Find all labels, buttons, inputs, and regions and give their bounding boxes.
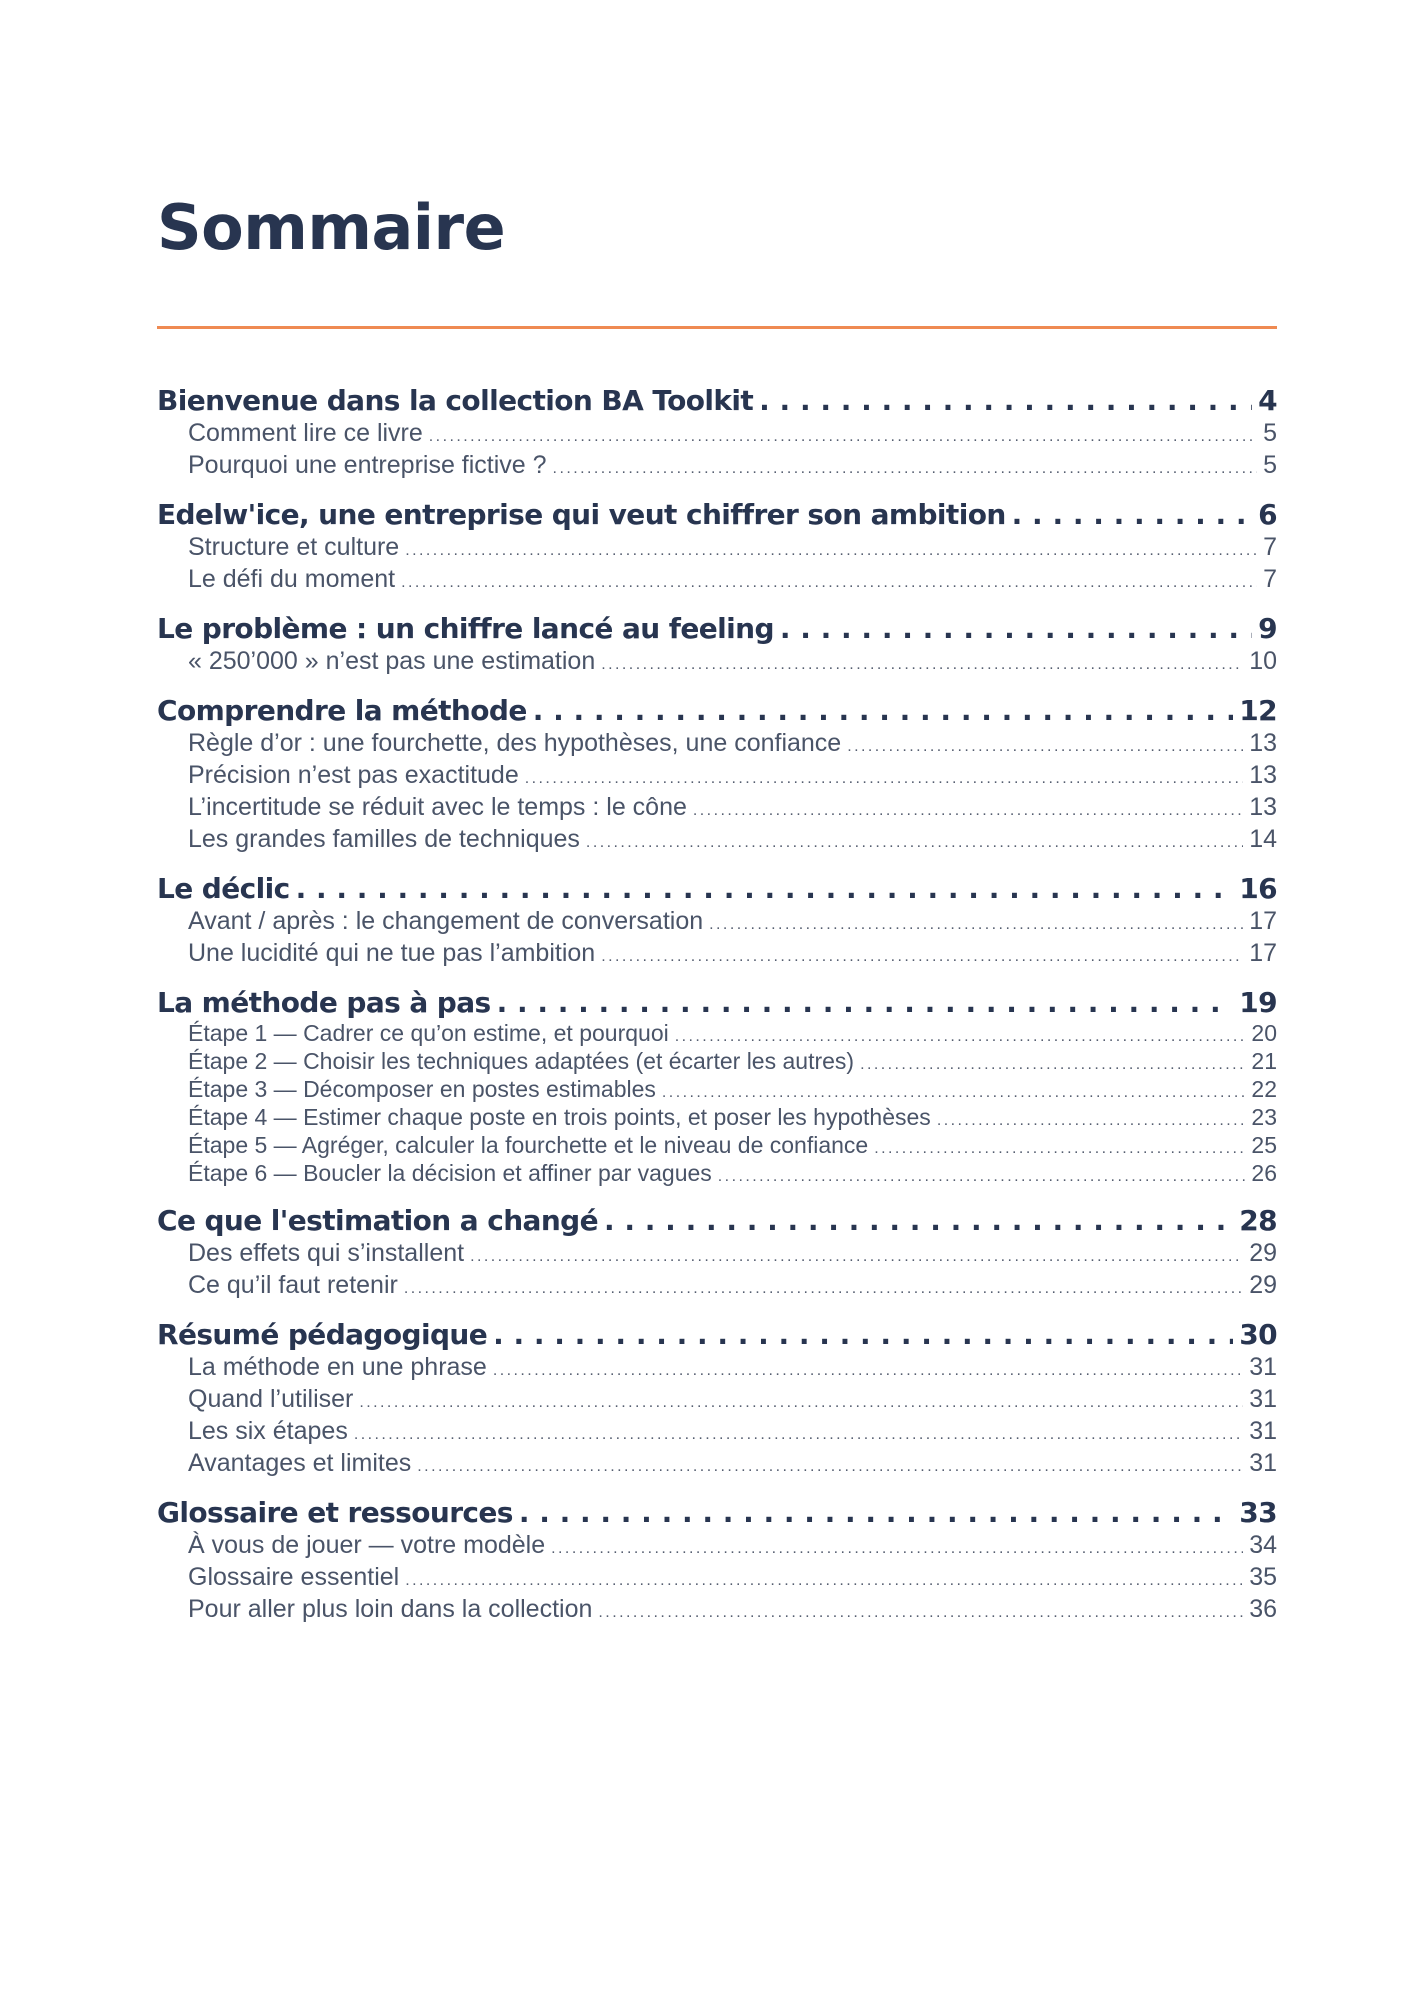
- dot-leader: [551, 1534, 1243, 1563]
- subsection-title: Structure et culture: [188, 533, 400, 561]
- subsection-title: Une lucidité qui ne tue pas l’ambition: [188, 939, 596, 967]
- dot-leader: [874, 1136, 1245, 1161]
- chapter-title: La méthode pas à pas: [157, 986, 491, 1019]
- dot-leader: [401, 568, 1257, 597]
- subsection-page-number: 23: [1251, 1104, 1277, 1130]
- dot-leader: [1012, 497, 1252, 533]
- subsection-page-number: 5: [1263, 451, 1277, 479]
- toc-section: [157, 383, 1277, 483]
- chapter-page-number: 16: [1239, 872, 1277, 905]
- subsection-page-number: 13: [1249, 729, 1277, 757]
- page-title: Sommaire: [157, 191, 506, 264]
- dot-leader: [417, 1452, 1243, 1481]
- dot-leader: [404, 1274, 1243, 1303]
- subsection-page-number: 17: [1249, 907, 1277, 935]
- subsection-title: À vous de jouer — votre modèle: [188, 1531, 546, 1559]
- chapter-title: Glossaire et ressources: [157, 1496, 513, 1529]
- dot-leader: [354, 1420, 1243, 1449]
- subsection-title: Le défi du moment: [188, 565, 396, 593]
- toc-subsection-entry[interactable]: [157, 533, 1277, 565]
- subsection-page-number: 10: [1249, 647, 1277, 675]
- toc-subsection-entry[interactable]: [157, 1133, 1277, 1161]
- dot-leader: [675, 1024, 1246, 1049]
- toc-chapter-entry[interactable]: [157, 1203, 1277, 1239]
- subsection-page-number: 35: [1249, 1563, 1277, 1591]
- subsection-page-number: 31: [1249, 1417, 1277, 1445]
- subsection-title: Quand l’utiliser: [188, 1385, 354, 1413]
- toc-subsection-entry[interactable]: [157, 1353, 1277, 1385]
- subsection-title: La méthode en une phrase: [188, 1353, 487, 1381]
- dot-leader: [604, 1203, 1233, 1239]
- subsection-title: Les grandes familles de techniques: [188, 825, 580, 853]
- chapter-title: Ce que l'estimation a changé: [157, 1204, 599, 1237]
- subsection-title: Pourquoi une entreprise fictive ?: [188, 451, 547, 479]
- toc-subsection-entry[interactable]: [157, 1105, 1277, 1133]
- subsection-title: Pour aller plus loin dans la collection: [188, 1595, 593, 1623]
- toc-subsection-entry[interactable]: [157, 647, 1277, 679]
- dot-leader: [860, 1052, 1245, 1077]
- subsection-page-number: 7: [1263, 533, 1277, 561]
- dot-leader: [296, 871, 1234, 907]
- subsection-title: Des effets qui s’installent: [188, 1239, 465, 1267]
- toc-subsection-entry[interactable]: [157, 419, 1277, 451]
- subsection-page-number: 7: [1263, 565, 1277, 593]
- subsection-title: Précision n’est pas exactitude: [188, 761, 519, 789]
- subsection-page-number: 31: [1249, 1449, 1277, 1477]
- toc-subsection-entry[interactable]: [157, 1021, 1277, 1049]
- toc-subsection-entry[interactable]: [157, 1077, 1277, 1105]
- chapter-title: Le déclic: [157, 872, 290, 905]
- chapter-page-number: 6: [1258, 498, 1277, 531]
- toc-section: [157, 693, 1277, 857]
- dot-leader: [533, 693, 1234, 729]
- toc-subsection-entry[interactable]: [157, 1417, 1277, 1449]
- dot-leader: [847, 732, 1243, 761]
- dot-leader: [497, 985, 1234, 1021]
- dot-leader: [586, 828, 1243, 857]
- toc-subsection-entry[interactable]: [157, 761, 1277, 793]
- subsection-page-number: 26: [1251, 1160, 1277, 1186]
- chapter-title: Bienvenue dans la collection BA Toolkit: [157, 384, 754, 417]
- dot-leader: [598, 1598, 1243, 1627]
- toc-subsection-entry[interactable]: [157, 1385, 1277, 1417]
- toc-chapter-entry[interactable]: [157, 871, 1277, 907]
- dot-leader: [601, 650, 1243, 679]
- chapter-title: Edelw'ice, une entreprise qui veut chiffrer son ambition: [157, 498, 1006, 531]
- dot-leader: [553, 454, 1258, 483]
- subsection-title: Étape 6 — Boucler la décision et affiner par vagues: [188, 1160, 712, 1186]
- subsection-title: Règle d’or : une fourchette, des hypothèses, une confiance: [188, 729, 842, 757]
- subsection-page-number: 31: [1249, 1353, 1277, 1381]
- dot-leader: [519, 1495, 1233, 1531]
- dot-leader: [525, 764, 1243, 793]
- toc-subsection-entry[interactable]: [157, 565, 1277, 597]
- toc-subsection-entry[interactable]: [157, 729, 1277, 761]
- dot-leader: [359, 1388, 1243, 1417]
- subsection-page-number: 20: [1251, 1020, 1277, 1046]
- subsection-title: Avant / après : le changement de conversation: [188, 907, 704, 935]
- toc-subsection-entry[interactable]: [157, 1239, 1277, 1271]
- subsection-page-number: 5: [1263, 419, 1277, 447]
- toc-subsection-entry[interactable]: [157, 1531, 1277, 1563]
- subsection-page-number: 29: [1249, 1239, 1277, 1267]
- subsection-page-number: 25: [1251, 1132, 1277, 1158]
- subsection-title: Comment lire ce livre: [188, 419, 423, 447]
- toc-subsection-entry[interactable]: [157, 1049, 1277, 1077]
- subsection-title: Les six étapes: [188, 1417, 348, 1445]
- toc-chapter-entry[interactable]: [157, 497, 1277, 533]
- toc-section: [157, 871, 1277, 971]
- subsection-page-number: 34: [1249, 1531, 1277, 1559]
- dot-leader: [759, 383, 1252, 419]
- chapter-page-number: 30: [1239, 1318, 1277, 1351]
- table-of-contents: [157, 383, 1277, 1641]
- chapter-title: Le problème : un chiffre lancé au feeling: [157, 612, 774, 645]
- dot-leader: [780, 611, 1252, 647]
- subsection-title: Glossaire essentiel: [188, 1563, 400, 1591]
- subsection-title: Étape 3 — Décomposer en postes estimables: [188, 1076, 656, 1102]
- dot-leader: [429, 422, 1257, 451]
- dot-leader: [693, 796, 1243, 825]
- toc-chapter-entry[interactable]: [157, 693, 1277, 729]
- toc-section: [157, 1495, 1277, 1627]
- dot-leader: [493, 1317, 1233, 1353]
- chapter-page-number: 33: [1239, 1496, 1277, 1529]
- subsection-title: « 250’000 » n’est pas une estimation: [188, 647, 596, 675]
- toc-chapter-entry[interactable]: [157, 611, 1277, 647]
- toc-section: [157, 611, 1277, 679]
- toc-section: [157, 497, 1277, 597]
- toc-subsection-entry[interactable]: [157, 1595, 1277, 1627]
- dot-leader: [937, 1108, 1246, 1133]
- subsection-title: Étape 1 — Cadrer ce qu’on estime, et pourquoi: [188, 1020, 669, 1046]
- toc-section: [157, 985, 1277, 1189]
- subsection-page-number: 31: [1249, 1385, 1277, 1413]
- toc-subsection-entry[interactable]: [157, 1271, 1277, 1303]
- subsection-title: Étape 4 — Estimer chaque poste en trois points, et poser les hypothèses: [188, 1104, 931, 1130]
- chapter-title: Comprendre la méthode: [157, 694, 527, 727]
- toc-subsection-entry[interactable]: [157, 939, 1277, 971]
- subsection-title: Étape 5 — Agréger, calculer la fourchette et le niveau de confiance: [188, 1132, 869, 1158]
- dot-leader: [405, 536, 1257, 565]
- subsection-page-number: 29: [1249, 1271, 1277, 1299]
- toc-subsection-entry[interactable]: [157, 1161, 1277, 1189]
- chapter-page-number: 28: [1239, 1204, 1277, 1237]
- subsection-title: Ce qu’il faut retenir: [188, 1271, 398, 1299]
- dot-leader: [470, 1242, 1243, 1271]
- toc-section: [157, 1317, 1277, 1481]
- chapter-page-number: 4: [1258, 384, 1277, 417]
- subsection-page-number: 17: [1249, 939, 1277, 967]
- toc-chapter-entry[interactable]: [157, 383, 1277, 419]
- dot-leader: [493, 1356, 1243, 1385]
- toc-subsection-entry[interactable]: [157, 1449, 1277, 1481]
- dot-leader: [601, 942, 1243, 971]
- subsection-page-number: 13: [1249, 761, 1277, 789]
- subsection-page-number: 36: [1249, 1595, 1277, 1623]
- toc-subsection-entry[interactable]: [157, 825, 1277, 857]
- chapter-page-number: 12: [1239, 694, 1277, 727]
- toc-chapter-entry[interactable]: [157, 1495, 1277, 1531]
- dot-leader: [718, 1164, 1246, 1189]
- subsection-page-number: 13: [1249, 793, 1277, 821]
- subsection-page-number: 21: [1251, 1048, 1277, 1074]
- subsection-page-number: 14: [1249, 825, 1277, 853]
- chapter-page-number: 19: [1239, 986, 1277, 1019]
- dot-leader: [662, 1080, 1246, 1105]
- subsection-title: Avantages et limites: [188, 1449, 412, 1477]
- dot-leader: [405, 1566, 1243, 1595]
- dot-leader: [709, 910, 1243, 939]
- chapter-title: Résumé pédagogique: [157, 1318, 488, 1351]
- toc-chapter-entry[interactable]: [157, 985, 1277, 1021]
- toc-subsection-entry[interactable]: [157, 451, 1277, 483]
- subsection-title: Étape 2 — Choisir les techniques adaptées (et écarter les autres): [188, 1048, 855, 1074]
- toc-subsection-entry[interactable]: [157, 1563, 1277, 1595]
- toc-subsection-entry[interactable]: [157, 907, 1277, 939]
- chapter-page-number: 9: [1258, 612, 1277, 645]
- toc-section: [157, 1203, 1277, 1303]
- title-divider: [157, 326, 1277, 329]
- toc-chapter-entry[interactable]: [157, 1317, 1277, 1353]
- subsection-page-number: 22: [1251, 1076, 1277, 1102]
- subsection-title: L’incertitude se réduit avec le temps : le cône: [188, 793, 687, 821]
- toc-subsection-entry[interactable]: [157, 793, 1277, 825]
